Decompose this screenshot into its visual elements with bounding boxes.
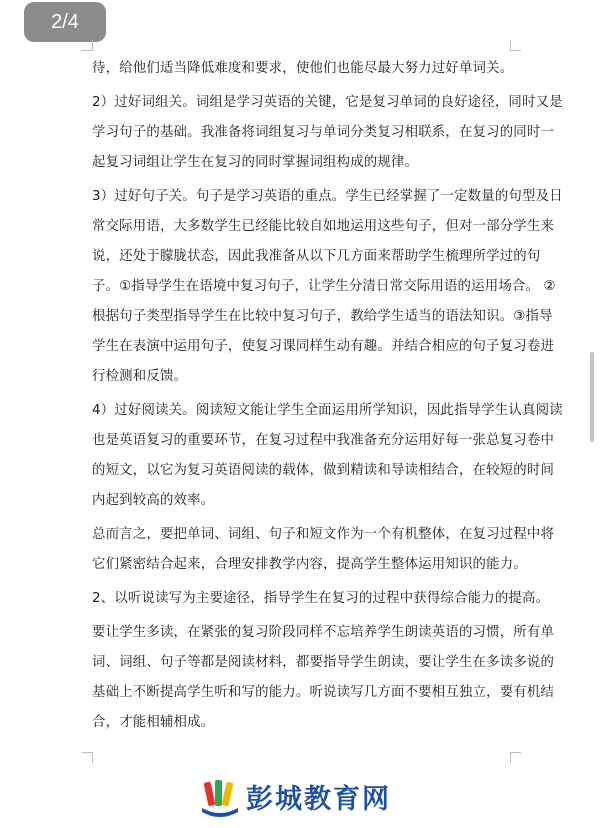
text-line: 根据句子类型指导学生在比较中复习句子，教给学生适当的语法知识。③指导 — [92, 309, 553, 324]
text-line: 4）过好阅读关。阅读短文能让学生全面运用所学知识，因此指导学生认真阅读 — [92, 403, 563, 418]
text-line: 的短文，以它为复习英语阅读的载体，做到精读和导读相结合，在较短的时间 — [92, 463, 555, 478]
page-corner-mark — [510, 40, 521, 51]
page-corner-mark — [510, 752, 521, 763]
text-line: 说，还处于朦胧状态，因此我准备从以下几方面来帮助学生梳理所学过的句 — [92, 249, 541, 264]
text-line: 内起到较高的效率。 — [92, 493, 215, 508]
text-line: 2、以听说读写为主要途径，指导学生在复习的过程中获得综合能力的提高。 — [92, 591, 550, 606]
text-line: 3）过好句子关。句子是学习英语的重点。学生已经掌握了一定数量的句型及日 — [92, 189, 563, 204]
text-line: 子。①指导学生在语境中复习句子，让学生分清日常交际用语的运用场合。 ② — [92, 279, 556, 294]
text-line: 总而言之，要把单词、词组、句子和短文作为一个有机整体，在复习过程中将 — [92, 527, 555, 542]
text-line: 待，给他们适当降低难度和要求，使他们也能尽最大努力过好单词关。 — [92, 61, 514, 76]
page-corner-mark — [82, 40, 93, 51]
scrollbar[interactable] — [590, 352, 594, 442]
text-line: 学习句子的基础。我准备将词组复习与单词分类复习相联系，在复习的同时一 — [92, 125, 555, 140]
text-line: 学生在表演中运用句子，使复习课同样生动有趣。并结合相应的句子复习卷进 — [92, 339, 555, 354]
text-line: 合，才能相辅相成。 — [92, 715, 215, 730]
text-line: 要让学生多读，在紧张的复习阶段同样不忘培养学生朗读英语的习惯，所有单 — [92, 625, 555, 640]
text-line: 2）过好词组关。词组是学习英语的关键，它是复习单词的良好途径，同时又是 — [92, 95, 563, 110]
text-line: 常交际用语，大多数学生已经能比较自如地运用这些句子，但对一部分学生来 — [92, 219, 555, 234]
logo-text: 彭城教育网 — [246, 784, 391, 815]
text-line: 起复习词组让学生在复习的同时掌握词组构成的规律。 — [92, 155, 419, 170]
text-line: 也是英语复习的重要环节，在复习过程中我准备充分运用好每一张总复习卷中 — [92, 433, 555, 448]
document-body — [92, 54, 563, 738]
site-logo[interactable] — [200, 778, 420, 822]
text-line: 词、词组、句子等都是阅读材料，都要指导学生朗读，要让学生在多读多说的 — [92, 655, 555, 670]
book-logo-icon — [200, 778, 240, 822]
text-line: 行检测和反馈。 — [92, 369, 188, 384]
text-line: 基础上不断提高学生听和写的能力。听说读写几方面不要相互独立，要有机结 — [92, 685, 555, 700]
page-corner-mark — [82, 752, 93, 763]
text-line: 它们紧密结合起来，合理安排教学内容，提高学生整体运用知识的能力。 — [92, 557, 527, 572]
page-indicator: 2/4 — [24, 2, 106, 42]
